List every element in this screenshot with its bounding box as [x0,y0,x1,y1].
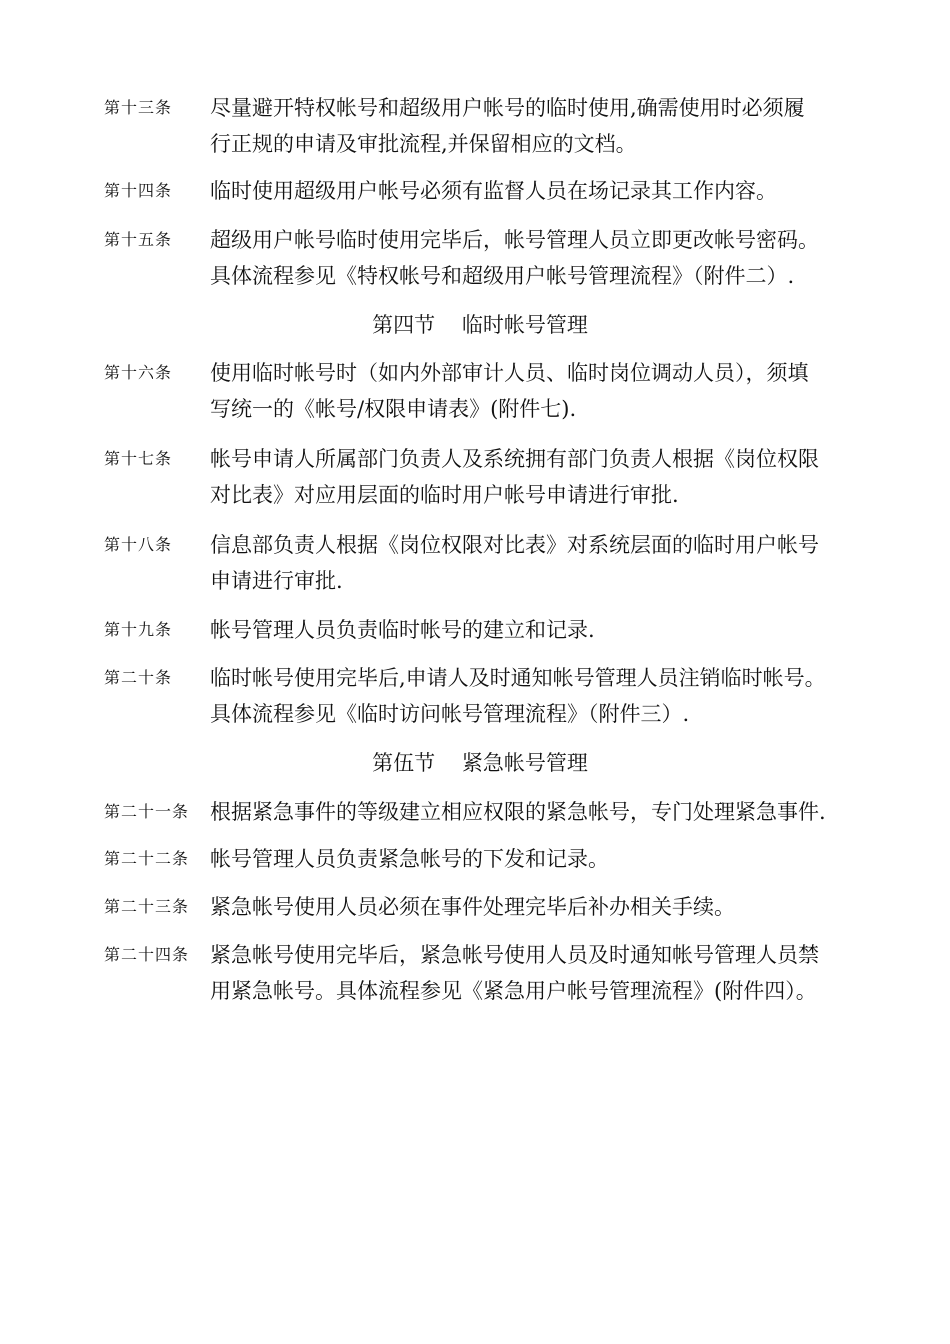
article-line: 帐号管理人员负责紧急帐号的下发和记录。 [210,847,609,871]
article-number: 第二十四条 [104,945,190,964]
article-text [210,889,870,925]
article-line: 超级用户帐号临时使用完毕后，帐号管理人员立即更改帐号密码。 [210,228,819,252]
article-line: 紧急帐号使用完毕后，紧急帐号使用人员及时通知帐号管理人员禁 [210,943,819,967]
section-title-4: 第四节 临时帐号管理 [372,313,588,337]
article-number: 第二十一条 [104,802,190,821]
article-line: 具体流程参见《特权帐号和超级用户帐号管理流程》（附件二）. [210,264,795,288]
article-number: 第十八条 [104,535,173,554]
article-number: 第十七条 [104,449,173,468]
section-title-5: 第伍节 紧急帐号管理 [372,751,588,775]
article-line: 使用临时帐号时（如内外部审计人员、临时岗位调动人员），须填 [210,361,809,385]
article-text [210,222,870,294]
article-text [210,794,870,830]
article-line: 具体流程参见《临时访问帐号管理流程》（附件三）. [210,702,690,726]
article-line: 帐号申请人所属部门负责人及系统拥有部门负责人根据《岗位权限 [210,447,819,471]
article-text [210,841,870,877]
article-number: 第十六条 [104,363,173,382]
article-number: 第十五条 [104,230,173,249]
article-text [210,612,870,648]
article-line: 对比表》对应用层面的临时用户帐号申请进行审批. [210,483,679,507]
article-line: 紧急帐号使用人员必须在事件处理完毕后补办相关手续。 [210,895,735,919]
article-text [210,660,870,732]
article-line: 根据紧急事件的等级建立相应权限的紧急帐号，专门处理紧急事件. [210,800,826,824]
article-text [210,937,870,1009]
article-text [210,355,870,427]
article-line: 临时使用超级用户帐号必须有监督人员在场记录其工作内容。 [210,179,777,203]
article-number: 第十四条 [104,181,173,200]
article-number: 第十三条 [104,98,173,117]
article-line: 行正规的申请及审批流程,并保留相应的文档。 [210,132,637,156]
article-line: 尽量避开特权帐号和超级用户帐号的临时使用,确需使用时必须履 [210,96,805,120]
article-text [210,90,870,162]
article-text [210,527,870,599]
article-number: 第二十条 [104,668,173,687]
article-line: 用紧急帐号。具体流程参见《紧急用户帐号管理流程》(附件四）。 [210,979,817,1003]
article-line: 写统一的《帐号/权限申请表》(附件七). [210,397,577,421]
article-line: 临时帐号使用完毕后,申请人及时通知帐号管理人员注销临时帐号。 [210,666,826,690]
article-text [210,441,870,513]
article-number: 第二十二条 [104,849,190,868]
article-line: 申请进行审批. [210,569,343,593]
article-number: 第二十三条 [104,897,190,916]
article-number: 第十九条 [104,620,173,639]
article-line: 帐号管理人员负责临时帐号的建立和记录. [210,618,595,642]
article-line: 信息部负责人根据《岗位权限对比表》对系统层面的临时用户帐号 [210,533,819,557]
article-text [210,173,870,209]
